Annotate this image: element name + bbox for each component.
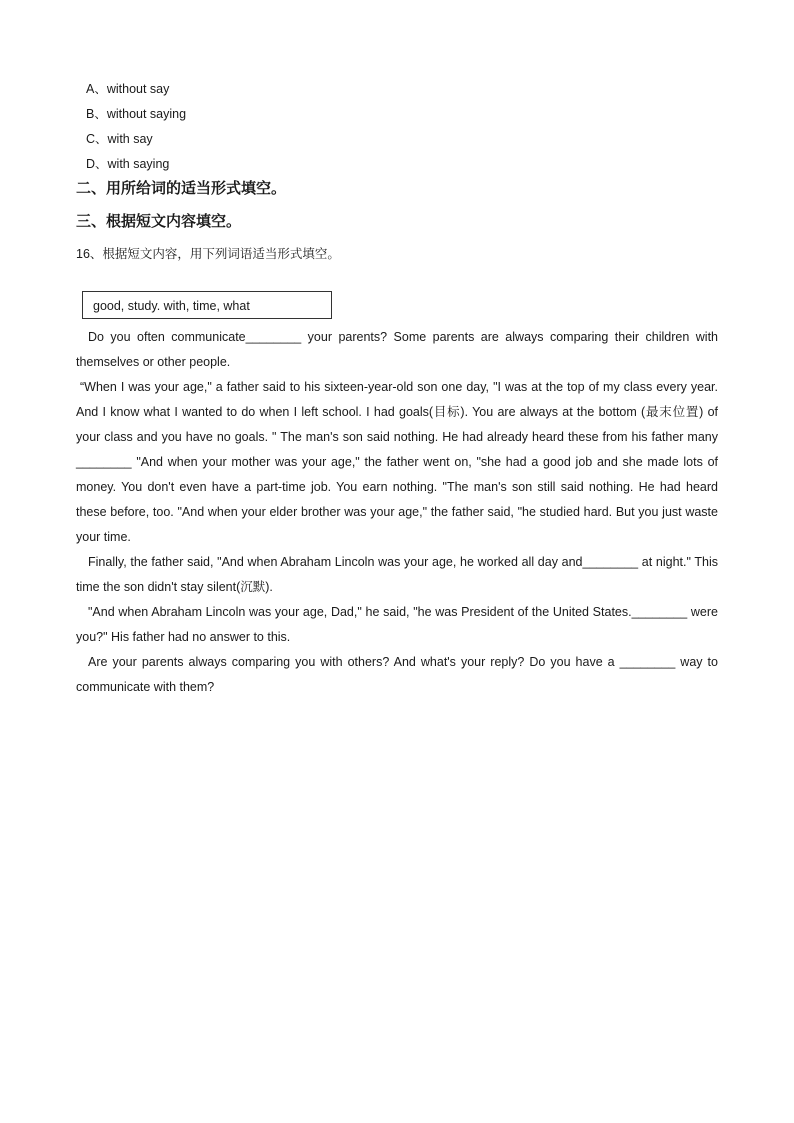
passage-paragraph: Finally, the father said, "And when Abraham Lincoln was your age, he worked all day and________ at night." This time the son didn't stay silent(沉默). xyxy=(76,555,718,594)
question-prompt: 16、根据短文内容，用下列词语适当形式填空。 xyxy=(76,247,340,261)
word-bank-box xyxy=(82,291,332,319)
passage-paragraph: "And when Abraham Lincoln was your age, Dad," he said, "he was President of the United States.________ were you?" His father had no answer to this. xyxy=(76,605,718,644)
passage-paragraph: Do you often communicate________ your parents? Some parents are always comparing their children with themselves or other people. xyxy=(76,330,718,369)
section-heading-three: 三、根据短文内容填空。 xyxy=(76,212,242,230)
section-heading-two: 二、用所给词的适当形式填空。 xyxy=(76,179,287,197)
option-c: C、with say xyxy=(86,132,153,146)
word-bank-text: good, study. with, time, what xyxy=(93,299,250,313)
option-b: B、without saying xyxy=(86,107,187,121)
option-d: D、with saying xyxy=(86,157,170,171)
passage-paragraph: “When I was your age," a father said to his sixteen-year-old son one day, "I was at the top of my class every year. And I know what I wanted to do when I left school. I had goals(目标). You are always at the bottom (最末位置) of your class and you have no goals. " The man's son said nothing. He had already heard these from his father many ________ "And when your mother was your age," the father went on, "she had a good job and she made lots of money. You don't even have a part-time job. You earn nothing. "The man's son still said nothing. He had heard these before, too. "And when your elder brother was your age," the father said, "he studied hard. But you just waste your time. xyxy=(76,380,718,544)
reading-passage xyxy=(76,325,718,700)
passage-paragraph: Are your parents always comparing you with others? And what's your reply? Do you have a ________ way to communicate with them? xyxy=(76,655,718,694)
option-a: A、without say xyxy=(86,82,170,96)
